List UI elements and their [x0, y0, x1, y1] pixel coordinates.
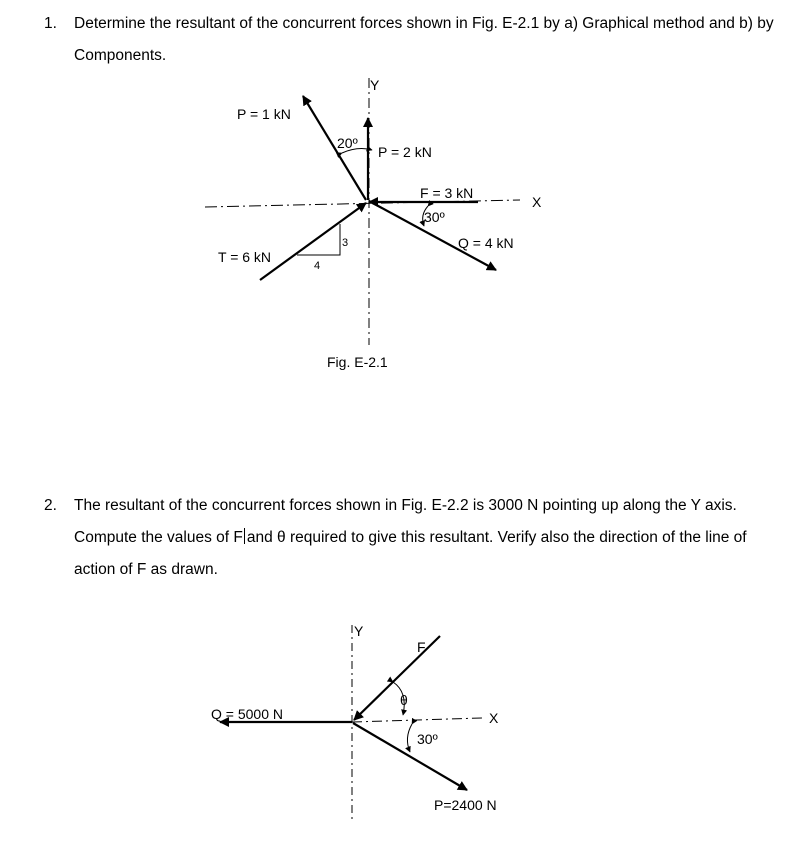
figure-e-2-1 — [205, 77, 542, 370]
force-p-arrow-2 — [353, 723, 467, 790]
x-axis-label-2: X — [489, 710, 499, 726]
force-p-label-2: P=2400 N — [434, 797, 497, 813]
slope-run-label: 4 — [314, 260, 321, 272]
x-axis-line-2 — [352, 718, 482, 722]
slope-rise-label: 3 — [342, 237, 349, 249]
angle-p1-label: 20º — [337, 135, 358, 151]
force-q-label-1: Q = 4 kN — [458, 235, 514, 251]
problem-1-number: 1. — [44, 15, 57, 32]
problem-2-text-part-2: and θ required to give this resultant. Verify also the direction of the line of action of F as drawn. — [74, 529, 747, 578]
force-p2-label: P = 2 kN — [378, 144, 432, 160]
force-q-label-2: Q = 5000 N — [211, 706, 283, 722]
force-f-arrow-2 — [354, 636, 440, 720]
force-t-arrow — [260, 203, 366, 280]
force-f-label-2: F — [417, 639, 426, 655]
x-axis-label-1: X — [532, 194, 542, 210]
angle-p-label: 30º — [417, 731, 438, 747]
force-f-label-1: F = 3 kN — [420, 185, 474, 201]
problem-1-text: Determine the resultant of the concurrent forces shown in Fig. E-2.1 by a) Graphical method and b) by Components. — [74, 15, 774, 64]
angle-arc-30-2 — [407, 724, 412, 752]
force-p1-label: P = 1 kN — [237, 106, 291, 122]
figure-caption-1: Fig. E-2.1 — [327, 354, 388, 370]
slope-triangle — [297, 224, 340, 255]
force-t-label: T = 6 kN — [218, 249, 272, 265]
problem-2-text-part-1: The resultant of the concurrent forces shown in Fig. E-2.2 is 3000 N pointing up along the Y axis. Compute the values of F — [74, 497, 737, 546]
figure-e-2-2 — [211, 623, 499, 822]
angle-theta-label: θ — [400, 692, 408, 708]
problem-2-number: 2. — [44, 497, 57, 514]
y-axis-label-2: Y — [354, 623, 364, 639]
y-axis-label-1: Y — [370, 77, 380, 93]
angle-f-label: 30º — [424, 209, 445, 225]
